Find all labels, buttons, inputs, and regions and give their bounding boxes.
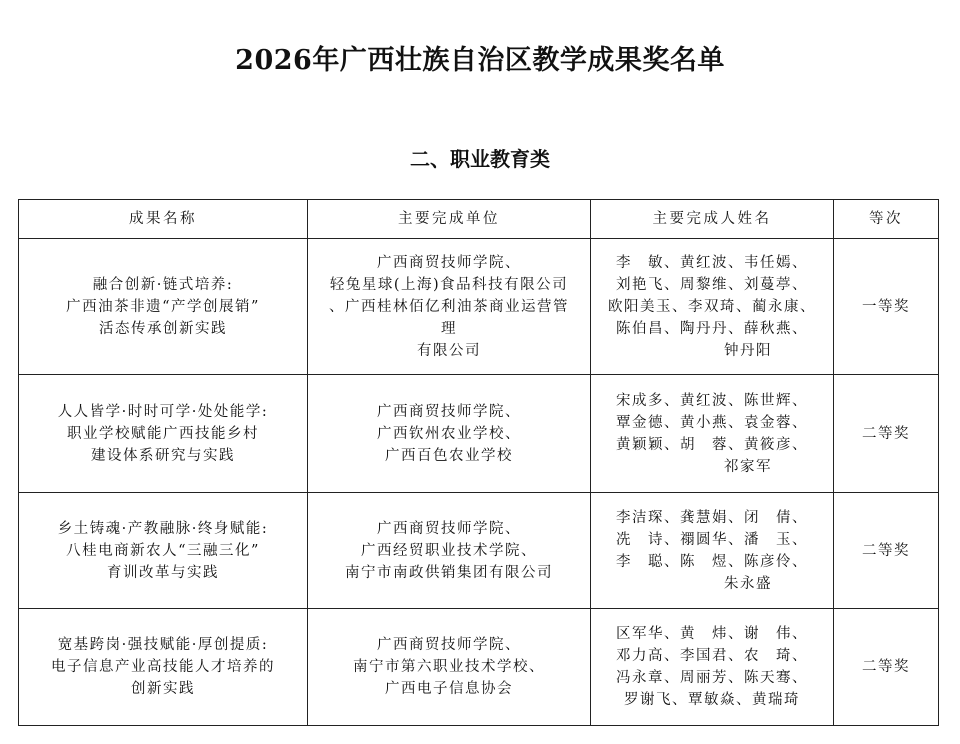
units-cell [308, 239, 591, 375]
unit-line: 南宁市第六职业技术学校、 [353, 659, 545, 675]
persons-cell [591, 239, 834, 375]
achievement-name-cell [19, 375, 308, 493]
units-cell [308, 493, 591, 609]
unit-line: 广西经贸职业技术学院、 [361, 542, 537, 559]
persons-line: 黄颖颖、胡 蓉、黄筱彦、 [616, 436, 808, 453]
award-level-cell: 一等奖 [834, 239, 939, 375]
unit-line: 广西商贸技师学院、 [377, 403, 521, 420]
achievement-name-line: 职业学校赋能广西技能乡村 [67, 425, 259, 442]
persons-line: 欧阳美玉、李双琦、蔺永康、 [608, 298, 816, 315]
table-row [19, 239, 939, 375]
unit-line: 广西钦州农业学校、 [377, 425, 521, 442]
unit-line: 轻兔星球(上海)食品科技有限公司 [329, 276, 569, 293]
table-row [19, 375, 939, 493]
persons-line: 李洁琛、龚慧娟、闭 倩、 [616, 509, 808, 526]
header-achievement-name: 成果名称 [19, 200, 308, 239]
award-level-cell: 二等奖 [834, 609, 939, 726]
unit-line: 广西商贸技师学院、 [377, 520, 521, 537]
persons-line: 祁家军 [724, 458, 772, 475]
unit-line: 广西商贸技师学院、 [377, 637, 521, 653]
achievement-name-line: 宽基跨岗·强技赋能·厚创提质: [57, 637, 269, 653]
units-cell [308, 375, 591, 493]
achievement-name-line: 创新实践 [131, 681, 195, 697]
achievement-name-line: 人人皆学·时时可学·处处能学: [57, 403, 269, 420]
header-main-units: 主要完成单位 [308, 200, 591, 239]
persons-line: 冯永章、周丽芳、陈天骞、 [616, 670, 808, 686]
persons-line: 罗谢飞、覃敏焱、黄瑞琦 [624, 692, 800, 708]
persons-line: 李 聪、陈 煜、陈彦伶、 [616, 553, 808, 570]
persons-line: 朱永盛 [724, 575, 772, 592]
persons-line: 覃金德、黄小燕、袁金蓉、 [616, 414, 808, 431]
table-row [19, 609, 939, 726]
unit-line: 广西电子信息协会 [385, 681, 513, 697]
awards-table [18, 199, 939, 726]
unit-line: 南宁市南政供销集团有限公司 [345, 564, 553, 581]
achievement-name-line: 活态传承创新实践 [99, 320, 227, 337]
unit-line: 广西百色农业学校 [385, 447, 513, 464]
achievement-name-line: 电子信息产业高技能人才培养的 [51, 659, 275, 675]
achievement-name-line: 广西油茶非遗“产学创展销” [66, 298, 260, 315]
persons-cell [591, 493, 834, 609]
persons-line: 陈伯昌、陶丹丹、薛秋燕、 [616, 320, 808, 337]
table-header-row [19, 200, 939, 239]
unit-line: 、广西桂林佰亿利油茶商业运营管 [329, 298, 569, 315]
table-row [19, 493, 939, 609]
achievement-name-line: 建设体系研究与实践 [91, 447, 235, 464]
achievement-name-line: 融合创新·链式培养: [92, 276, 234, 293]
persons-line: 区军华、黄 炜、谢 伟、 [616, 626, 808, 642]
achievement-name-line: 育训改革与实践 [107, 564, 219, 581]
persons-cell [591, 609, 834, 726]
persons-line: 冼 诗、禤圆华、潘 玉、 [616, 531, 808, 548]
header-main-persons: 主要完成人姓名 [591, 200, 834, 239]
unit-line: 理 [441, 320, 457, 337]
section-title: 二、职业教育类 [410, 147, 550, 171]
persons-line: 宋成多、黄红波、陈世辉、 [616, 392, 808, 409]
unit-line: 广西商贸技师学院、 [377, 254, 521, 271]
units-cell [308, 609, 591, 726]
achievement-name-cell [19, 239, 308, 375]
persons-line: 李 敏、黄红波、韦任嫣、 [616, 254, 808, 271]
document-title: 2026年广西壮族自治区教学成果奖名单 [235, 45, 725, 76]
persons-cell [591, 375, 834, 493]
award-level-cell: 二等奖 [834, 375, 939, 493]
header-award-level: 等次 [834, 200, 939, 239]
persons-line: 钟丹阳 [724, 342, 772, 359]
achievement-name-line: 八桂电商新农人“三融三化” [66, 542, 260, 559]
achievement-name-line: 乡土铸魂·产教融脉·终身赋能: [57, 520, 269, 537]
unit-line: 有限公司 [417, 342, 481, 359]
persons-line: 邓力高、李国君、农 琦、 [616, 648, 808, 664]
achievement-name-cell [19, 493, 308, 609]
award-level-cell: 二等奖 [834, 493, 939, 609]
achievement-name-cell [19, 609, 308, 726]
persons-line: 刘艳飞、周黎维、刘蔓葶、 [616, 276, 808, 293]
